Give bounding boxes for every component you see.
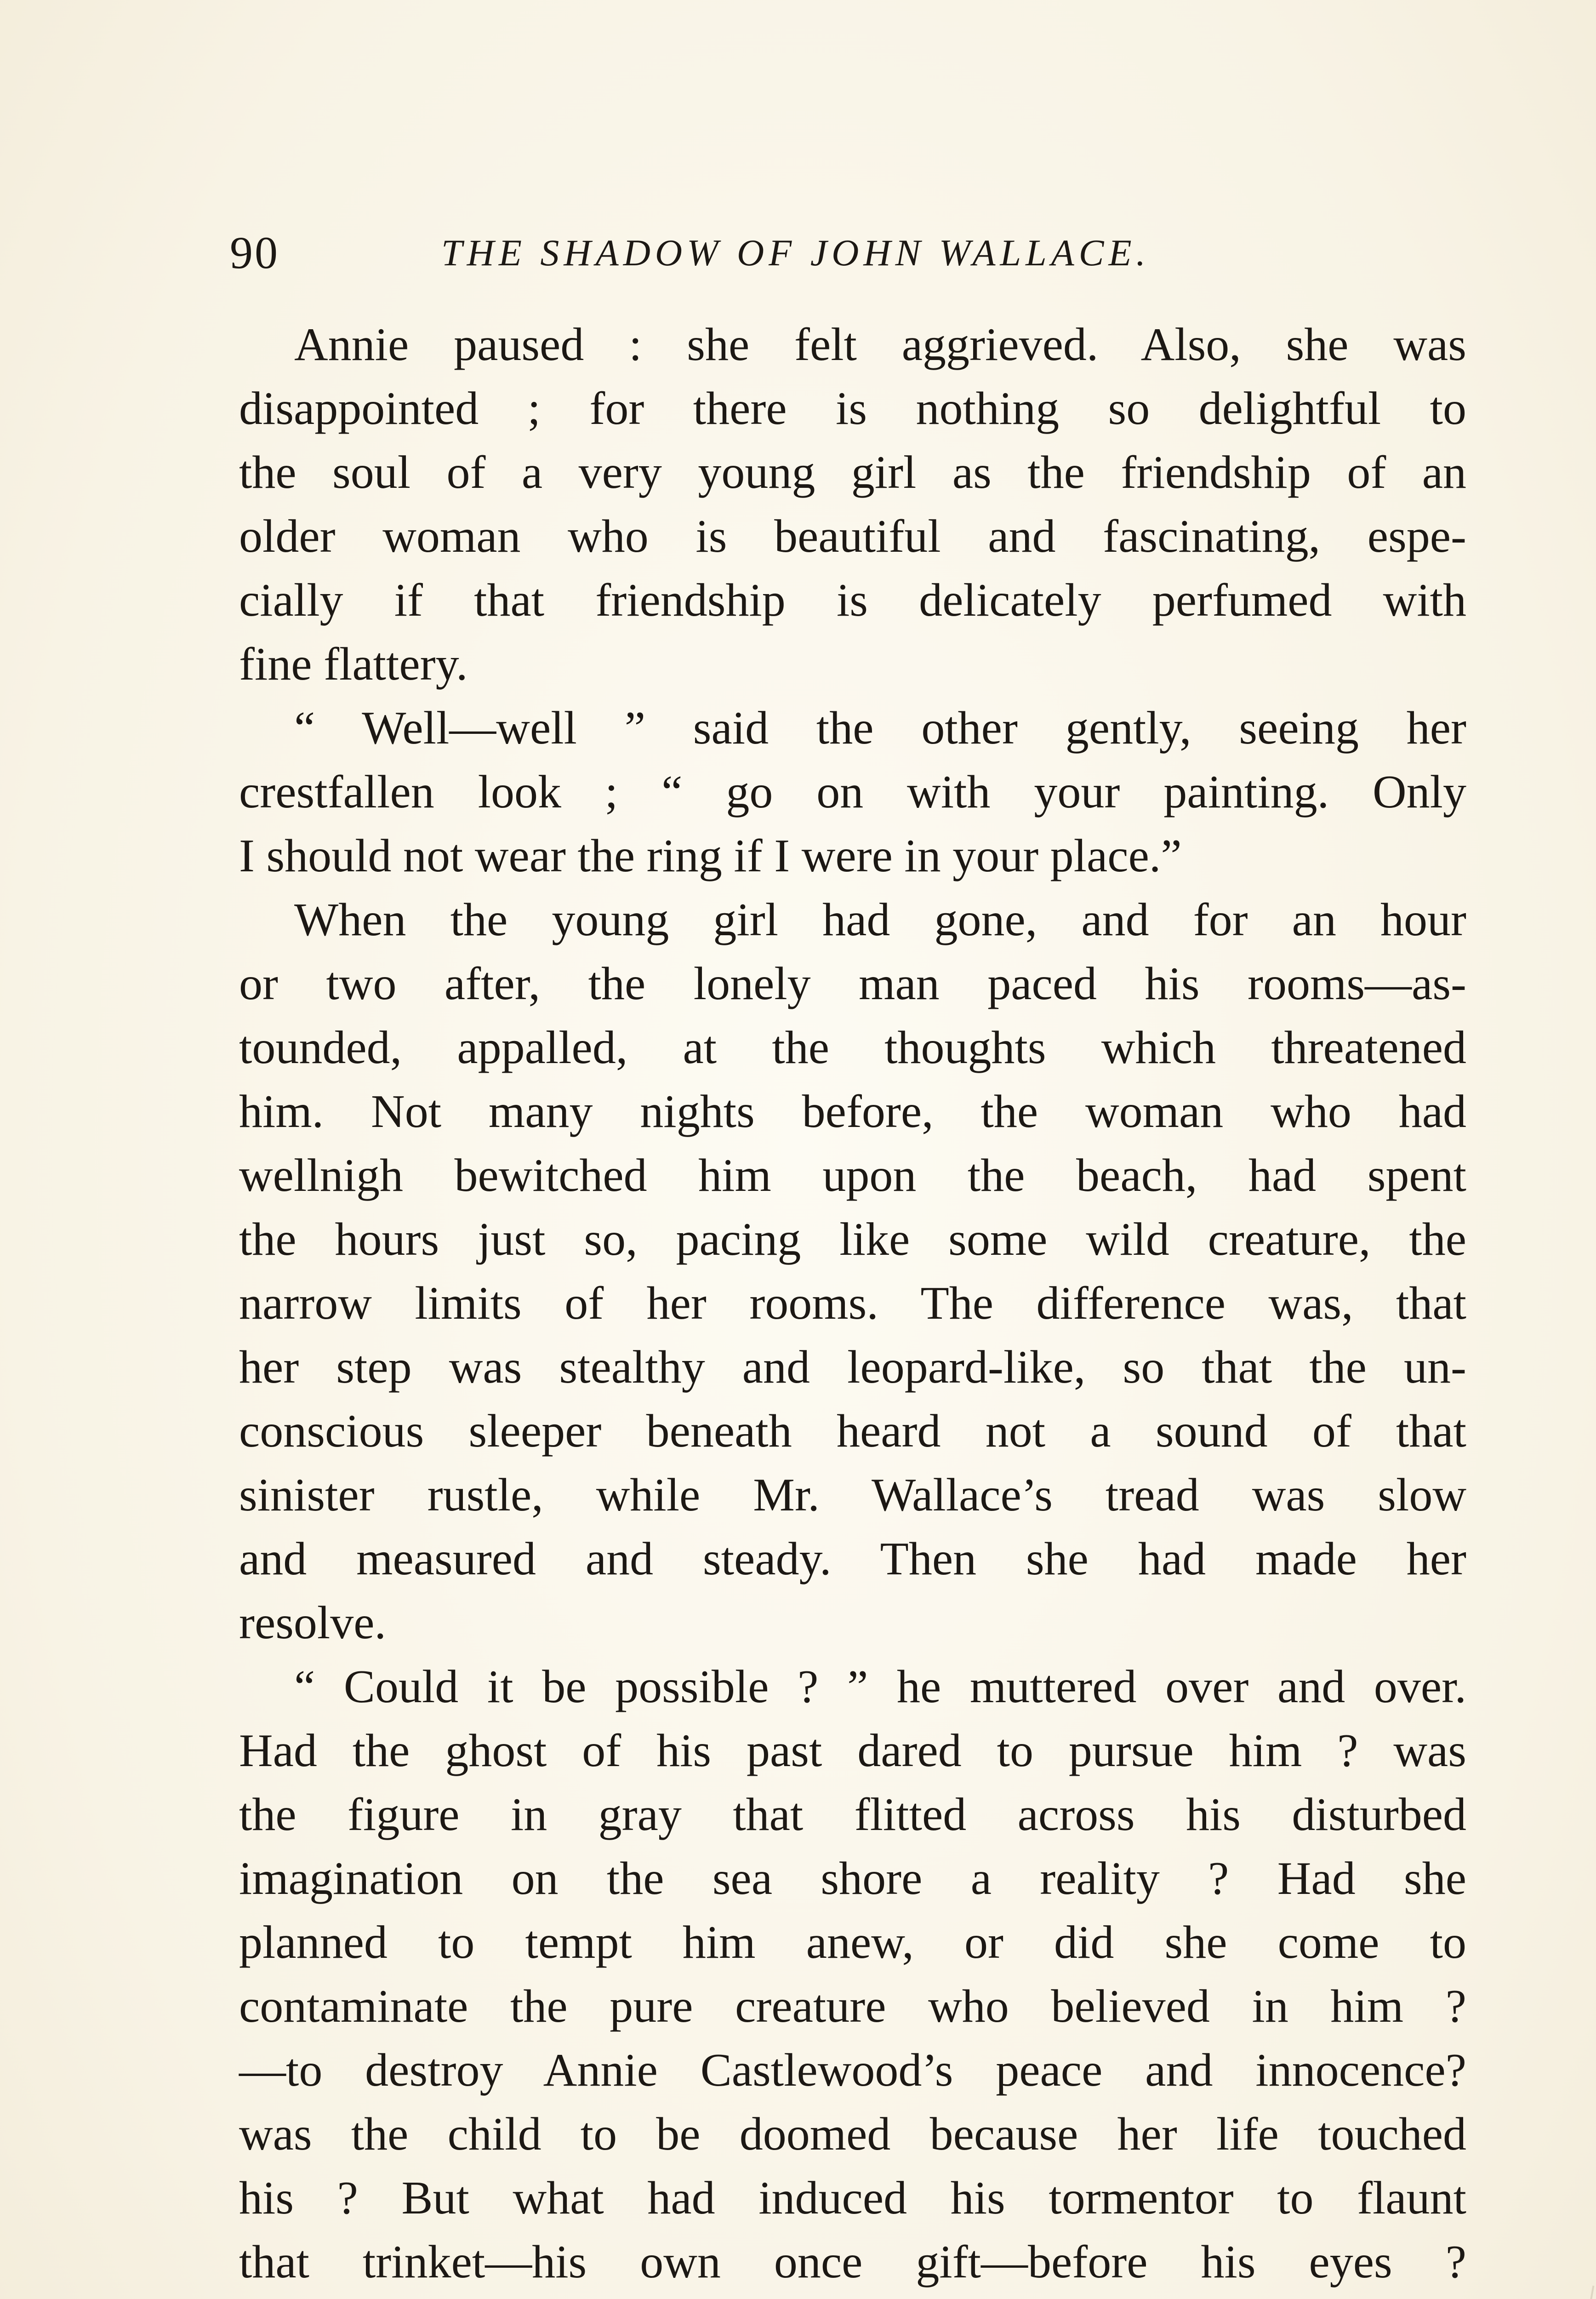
page-header xyxy=(230,216,1264,280)
text-line: or two after, the lonely man paced his rooms—as- xyxy=(239,958,1466,1010)
text-line: Had the ghost of his past dared to pursue him ? was xyxy=(239,1725,1466,1777)
text-line: the figure in gray that flitted across his disturbed xyxy=(239,1789,1466,1841)
text-line: I should not wear the ring if I were in your place.” xyxy=(239,830,1182,882)
body-text xyxy=(239,313,1466,2294)
text-line: him. Not many nights before, the woman who had xyxy=(239,1086,1466,1138)
text-line: his ? But what had induced his tormentor to flaunt xyxy=(239,2172,1466,2224)
text-line: “ Could it be possible ? ” he muttered over and over. xyxy=(294,1661,1466,1713)
text-line: sinister rustle, while Mr. Wallace’s tread was slow xyxy=(239,1469,1466,1521)
text-line: —to destroy Annie Castlewood’s peace and innocence? xyxy=(239,2044,1466,2096)
text-line: narrow limits of her rooms. The difference was, that xyxy=(239,1277,1466,1329)
text-line: When the young girl had gone, and for an hour xyxy=(294,894,1466,946)
text-line: planned to tempt him anew, or did she come to xyxy=(239,1916,1466,1968)
text-line: older woman who is beautiful and fascinating, espe- xyxy=(239,510,1466,562)
text-line: her step was stealthy and leopard-like, so that the un- xyxy=(239,1341,1466,1393)
text-line: that trinket—his own once gift—before his eyes ? xyxy=(239,2236,1466,2288)
text-line: the hours just so, pacing like some wild creature, the xyxy=(239,1213,1466,1265)
text-line: the soul of a very young girl as the friendship of an xyxy=(239,446,1466,498)
text-line: contaminate the pure creature who believed in him ? xyxy=(239,1980,1466,2032)
text-line: was the child to be doomed because her life touched xyxy=(239,2108,1466,2160)
text-line: tounded, appalled, at the thoughts which threatened xyxy=(239,1022,1466,1074)
text-line: “ Well—well ” said the other gently, seeing her xyxy=(294,702,1466,754)
text-line: resolve. xyxy=(239,1597,387,1649)
text-line: imagination on the sea shore a reality ? Had she xyxy=(239,1853,1466,1904)
text-line: cially if that friendship is delicately perfumed with xyxy=(239,574,1466,626)
text-line: wellnigh bewitched him upon the beach, had spent xyxy=(239,1150,1466,1201)
text-line: Annie paused : she felt aggrieved. Also, she was xyxy=(294,319,1466,371)
text-line: fine flattery. xyxy=(239,638,468,690)
page-number: 90 xyxy=(230,227,279,278)
running-title: THE SHADOW OF JOHN WALLACE. xyxy=(441,232,1151,274)
text-line: conscious sleeper beneath heard not a sound of that xyxy=(239,1405,1466,1457)
text-line: disappointed ; for there is nothing so delightful to xyxy=(239,383,1466,435)
text-line: crestfallen look ; “ go on with your painting. Only xyxy=(239,766,1466,818)
text-line: and measured and steady. Then she had made her xyxy=(239,1533,1466,1585)
